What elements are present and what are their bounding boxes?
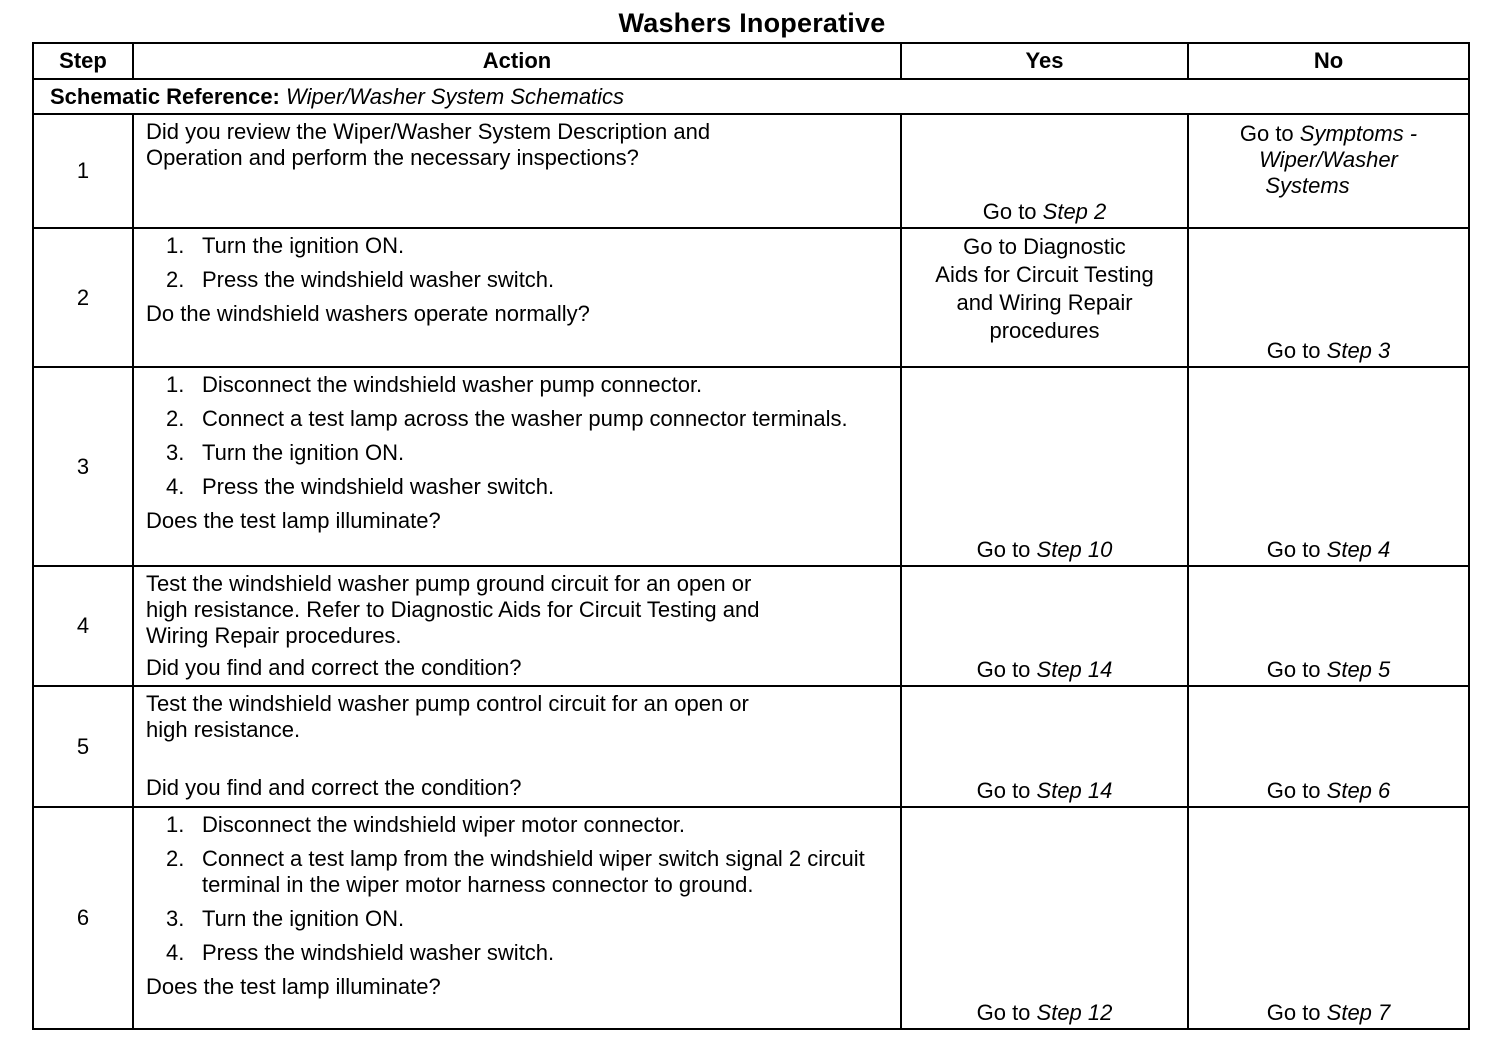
action-question: Does the test lamp illuminate?: [146, 974, 441, 999]
step-number: 2: [33, 228, 133, 367]
yes-cell: [901, 228, 1188, 367]
yes-link[interactable]: Step 2: [1042, 199, 1107, 224]
list-item: 1. Turn the ignition ON.: [166, 233, 405, 258]
header-no: No: [1188, 43, 1469, 79]
schematic-link[interactable]: Wiper/Washer System Schematics: [286, 83, 625, 109]
list-item: 4. Press the windshield washer switch.: [166, 474, 555, 499]
yes-link[interactable]: Step 12: [1036, 1000, 1113, 1025]
yes-link[interactable]: Step 14: [1036, 657, 1113, 682]
table-row: [33, 228, 1469, 367]
no-link[interactable]: Step 6: [1326, 778, 1391, 803]
step-number: 4: [33, 566, 133, 686]
header-yes: Yes: [901, 43, 1188, 79]
header-step: Step: [33, 43, 133, 79]
list-item: 3. Turn the ignition ON.: [166, 906, 405, 931]
table-row: [33, 367, 1469, 566]
action-text: Test the windshield washer pump control circuit for an open or: [146, 691, 749, 716]
step-number: 5: [33, 686, 133, 807]
no-link[interactable]: Systems: [1265, 173, 1350, 198]
no-cell: [1188, 114, 1469, 228]
action-cell: [133, 686, 901, 807]
yes-prefix: Go to: [976, 1000, 1037, 1025]
yes-link[interactable]: Step 10: [1036, 537, 1113, 562]
action-text: Wiring Repair procedures.: [146, 623, 402, 648]
schematic-label: Schematic Reference:: [50, 83, 280, 109]
yes-prefix: Go to: [976, 537, 1037, 562]
no-link[interactable]: Symptoms -: [1299, 121, 1418, 146]
no-link[interactable]: Step 3: [1326, 338, 1391, 363]
yes-text: procedures: [989, 318, 1100, 343]
header-action: Action: [133, 43, 901, 79]
no-cell: [1188, 686, 1469, 807]
yes-text: Aids for Circuit Testing: [935, 262, 1154, 287]
action-cell: [133, 807, 901, 1029]
diagnostic-table: [32, 42, 1470, 1030]
action-text: Operation and perform the necessary inspections?: [146, 145, 639, 170]
step-number: 3: [33, 367, 133, 566]
yes-link[interactable]: Step 14: [1036, 778, 1113, 803]
yes-cell: [901, 114, 1188, 228]
no-link[interactable]: Step 7: [1326, 1000, 1391, 1025]
no-prefix: Go to: [1266, 338, 1327, 363]
list-item: 2. Connect a test lamp from the windshield wiper switch signal 2 circuit terminal in the wiper motor harness connector to ground.: [166, 846, 865, 897]
action-question: Do the windshield washers operate normally?: [146, 301, 590, 326]
yes-cell: [901, 566, 1188, 686]
yes-prefix: Go to: [982, 199, 1043, 224]
no-cell: [1188, 228, 1469, 367]
yes-prefix: Go to: [976, 778, 1037, 803]
yes-text: and Wiring Repair: [956, 290, 1133, 315]
yes-cell: [901, 807, 1188, 1029]
table-row: [33, 807, 1469, 1029]
no-link[interactable]: Step 4: [1326, 537, 1391, 562]
action-question: Did you find and correct the condition?: [146, 775, 522, 800]
header-row: [33, 43, 1469, 79]
action-text: Test the windshield washer pump ground circuit for an open or: [146, 571, 752, 596]
action-text: high resistance.: [146, 717, 301, 742]
no-prefix: Go to: [1266, 778, 1327, 803]
no-prefix: Go to: [1266, 657, 1327, 682]
action-cell: [133, 114, 901, 228]
schematic-row: [33, 79, 1469, 114]
no-prefix: Go to: [1239, 121, 1300, 146]
list-item: 2. Connect a test lamp across the washer pump connector terminals.: [166, 406, 848, 431]
action-cell: [133, 566, 901, 686]
yes-cell: [901, 367, 1188, 566]
list-item: 3. Turn the ignition ON.: [166, 440, 405, 465]
step-number: 1: [33, 114, 133, 228]
list-item: 4. Press the windshield washer switch.: [166, 940, 555, 965]
no-cell: [1188, 807, 1469, 1029]
list-item: 2. Press the windshield washer switch.: [166, 267, 555, 292]
action-cell: [133, 228, 901, 367]
no-link[interactable]: Wiper/Washer: [1259, 147, 1398, 172]
action-question: Does the test lamp illuminate?: [146, 508, 441, 533]
list-item: 1. Disconnect the windshield washer pump connector.: [166, 372, 703, 397]
yes-cell: [901, 686, 1188, 807]
action-question: Did you find and correct the condition?: [146, 655, 522, 680]
action-text: high resistance. Refer to Diagnostic Aids for Circuit Testing and: [146, 597, 760, 622]
no-prefix: Go to: [1266, 537, 1327, 562]
no-prefix: Go to: [1266, 1000, 1327, 1025]
action-text: Did you review the Wiper/Washer System Description and: [146, 119, 711, 144]
table-row: [33, 566, 1469, 686]
page-title: Washers Inoperative: [618, 8, 886, 38]
table-row: [33, 686, 1469, 807]
no-cell: [1188, 367, 1469, 566]
step-number: 6: [33, 807, 133, 1029]
no-cell: [1188, 566, 1469, 686]
list-item: 1. Disconnect the windshield wiper motor connector.: [166, 812, 686, 837]
yes-prefix: Go to: [976, 657, 1037, 682]
action-cell: [133, 367, 901, 566]
no-link[interactable]: Step 5: [1326, 657, 1391, 682]
yes-text: Go to Diagnostic: [963, 234, 1126, 259]
schematic-reference: [33, 79, 1469, 114]
table-row: [33, 114, 1469, 228]
